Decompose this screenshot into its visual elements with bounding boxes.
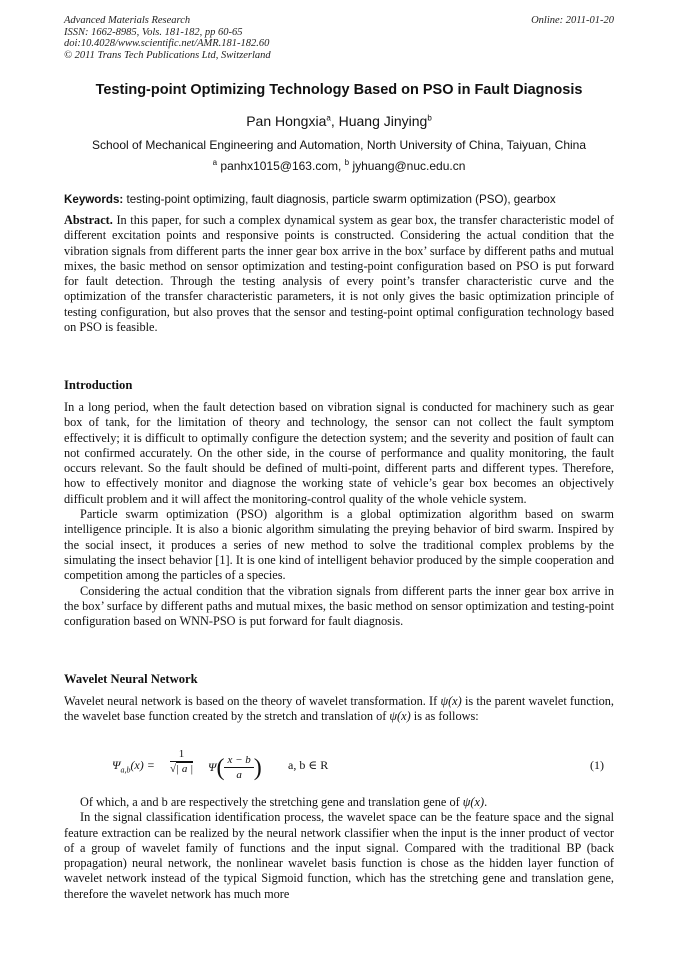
author-1-sup: a xyxy=(326,113,331,123)
eq-lhs-subscript: a,b xyxy=(120,765,131,775)
eq-frac-denominator: a xyxy=(236,769,242,781)
wavelet-text-c: is as follows: xyxy=(413,709,479,724)
eq-domain: a, b ∈ R xyxy=(288,758,329,772)
introduction-body xyxy=(64,400,614,629)
wavelet-text-b: is the parent wavelet function, the wavelet base function created by the stretch and translation of xyxy=(64,694,614,724)
email-a-sup: a xyxy=(212,158,218,167)
wavelet-p2-end: . xyxy=(484,795,488,809)
paper-title: Testing-point Optimizing Technology Based on PSO in Fault Diagnosis xyxy=(95,82,583,98)
psi-x-symbol-2: ψ(x) xyxy=(389,709,411,724)
author-1: Pan Hongxia xyxy=(246,113,327,129)
email-b-sup: b xyxy=(344,158,350,167)
wavelet-intro xyxy=(64,694,614,725)
copyright-line: © 2011 Trans Tech Publications Ltd, Switzerland xyxy=(64,49,271,61)
affiliation: School of Mechanical Engineering and Automation, North University of China, Taiyuan, China xyxy=(91,138,587,152)
wavelet-p2-text: Of which, a and b are respectively the stretching gene and translation gene of xyxy=(80,795,460,809)
abstract-text: In this paper, for such a complex dynamical system as gear box, the transfer characteristic model of different excitation points and responsive points is constructed. Considering the actual condition that the vibration signals from different parts the inner gear box arrive in the box’ surface by different paths and mutual mixes, the basic method on sensor optimization and testing-point configuration based on PSO is put forward for fault detection. Through the testing analysis of every point’s transfer characteristic curve and the optimization of the transfer characteristic parameters, it is not only gives the basic optimization principle of testing configuration, but also proves that the sensor and testing-point optimal configuration technology based on PSO is feasible. xyxy=(64,213,615,335)
psi-x-symbol-1: ψ(x) xyxy=(440,694,462,708)
eq-lhs-psi: Ψ xyxy=(112,758,121,772)
intro-paragraph-2: Particle swarm optimization (PSO) algorithm is a global optimization algorithm based on swarm intelligence principle. It is also a bionic algorithm simulating the preying behavior of bird swarm. Inspired by the social insect, it produces a series of new method to solve the traditional complex problems by the simulating the insect behavior [1]. It is one kind of intelligent behavior produced by the simple cooperation and competition among the particles of a species. xyxy=(64,507,614,583)
equation-1: $\Psi_{a,b}(x)$ = $\frac{1}{√| a |}$ Ψ( $\frac{x - b}{a}$ ) a, b ∈ R (1) xyxy=(112,748,604,781)
author-2: Huang Jinying xyxy=(338,113,428,129)
author-2-sup: b xyxy=(427,113,432,123)
wavelet-heading: Wavelet Neural Network xyxy=(64,672,198,686)
journal-name: Advanced Materials Research xyxy=(64,15,191,26)
eq-lhs-arg: (x) = xyxy=(130,758,155,772)
eq-number: (1) xyxy=(590,758,604,772)
email-a: panhx1015@163.com, xyxy=(220,159,342,173)
online-date: Online: 2011-01-20 xyxy=(531,15,614,26)
eq-sqrt-abs-a: | a | xyxy=(176,763,194,775)
abstract-label: Abstract. xyxy=(64,213,113,227)
wavelet-paragraph-3: In the signal classification identification process, the wavelet space can be the feature space and the signal feature extraction can be realized by the neural network classifier when the input is the inner product of vector of a group of wavelet family of functions and the input signal. Compared with the traditional BP (back propagation) neural network, the nonlinear wavelet basis function is chose as the hidden layer function of wavelet network instead of the typical Sigmoid function, which has the stretching gene and translation gene, therefore the wavelet network has much more xyxy=(64,810,614,901)
psi-x-symbol-3: ψ(x) xyxy=(462,795,485,809)
keywords-text: testing-point optimizing, fault diagnosis, particle swarm optimization (PSO), gearbox xyxy=(126,193,556,206)
eq-psi: Ψ xyxy=(208,759,217,774)
email-line xyxy=(0,159,678,173)
keywords-label: Keywords: xyxy=(64,193,124,206)
author-separator: , xyxy=(330,113,339,129)
journal-header xyxy=(64,15,271,61)
introduction-heading: Introduction xyxy=(64,378,133,392)
keywords xyxy=(64,193,624,206)
intro-paragraph-1: In a long period, when the fault detection based on vibration signal is conducted for machinery such as gear box of tank, for the limitation of theory and technology, the sensor can not collect the fault symptom effectively; it is difficult to optimally configure the detection system; and the severity and position of fault can not confirmed accurately. On the other side, in the course of performance and quality monitoring, the fault occurs relevant. So the fault should be defined of multi-point, different parts and different types. Therefore, how to effectively monitor and diagnose the working state of vehicle’s gear box becomes an objectively difficult problem and it will affect the monitoring-control quality of the whole vehicle system. xyxy=(64,400,614,506)
wavelet-body xyxy=(64,795,614,902)
eq-frac-numerator: x − b xyxy=(224,754,253,768)
author-line xyxy=(0,113,678,129)
email-b: jyhuang@nuc.edu.cn xyxy=(352,159,466,173)
issn-line: ISSN: 1662-8985, Vols. 181-182, pp 60-65 xyxy=(64,26,243,38)
intro-paragraph-3: Considering the actual condition that the vibration signals from different parts the inner gear box arrive in the box’ surface by different paths and mutual mixes, the basic method on sensor optimization and testing-point configuration based on WNN-PSO is put forward for fault diagnosis. xyxy=(64,583,614,629)
doi-line: doi:10.4028/www.scientific.net/AMR.181-182.60 xyxy=(64,38,270,49)
abstract xyxy=(64,213,614,335)
eq-numerator-one: 1 xyxy=(170,748,193,762)
wavelet-text-a: Wavelet neural network is based on the theory of wavelet transformation. If xyxy=(64,694,438,708)
